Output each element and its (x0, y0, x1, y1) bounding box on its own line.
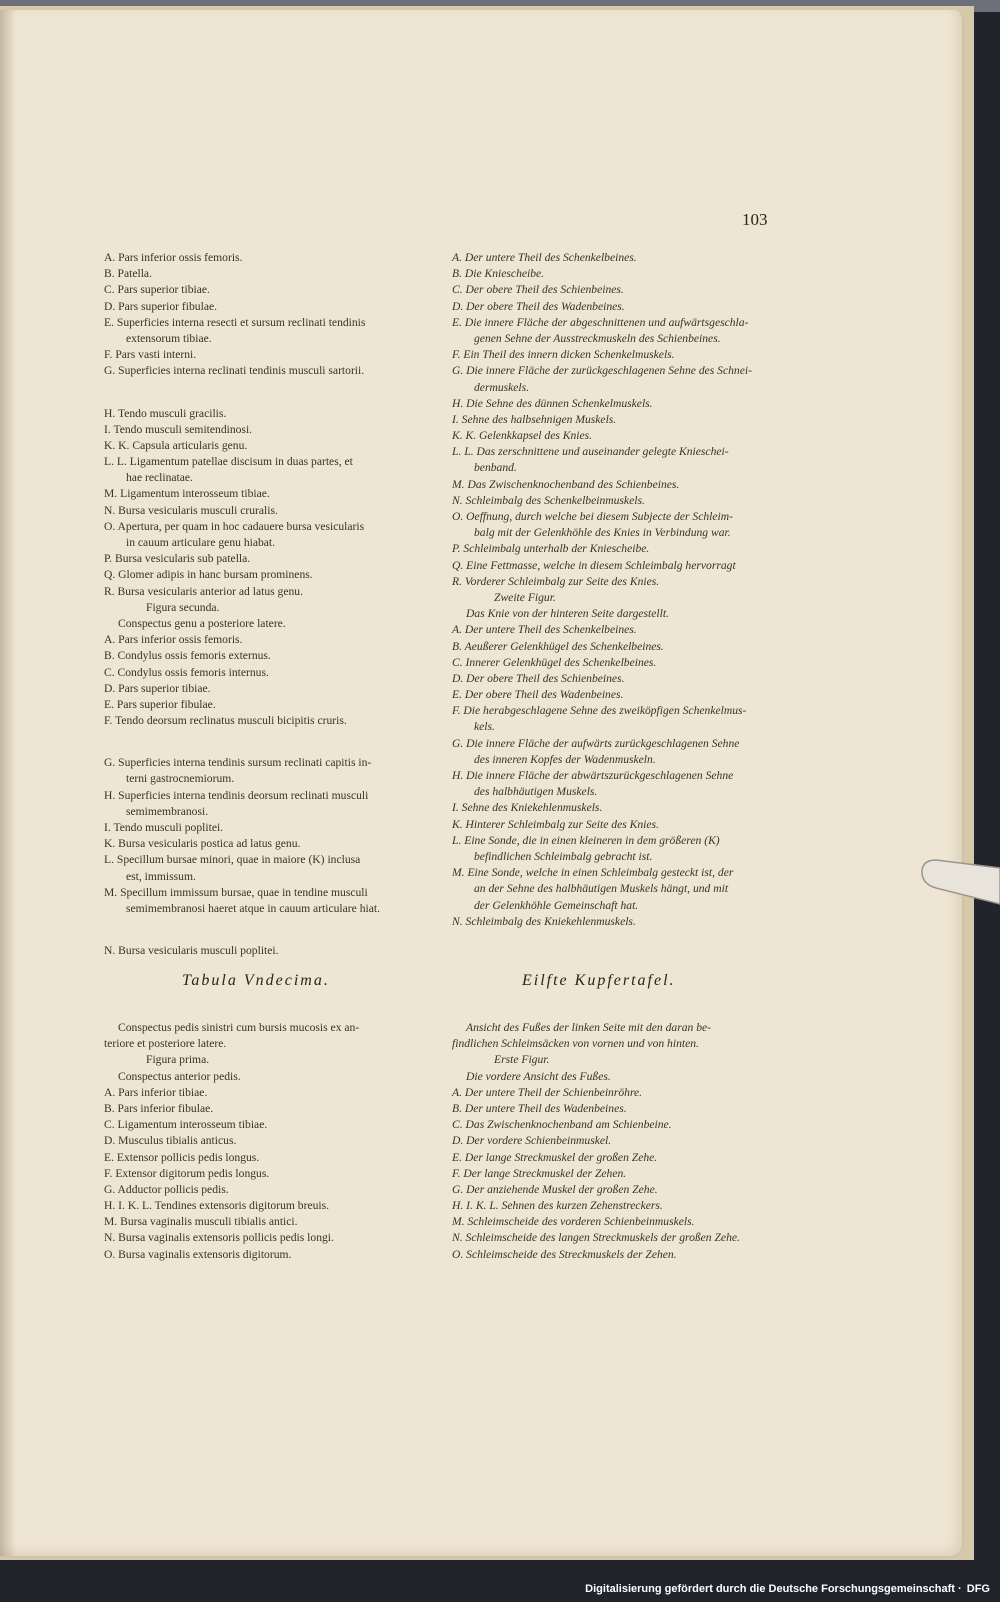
legend-line: N. Schleimbalg des Kniekehlenmuskels. (452, 914, 636, 928)
legend-line: semimembranosi. (126, 804, 209, 818)
legend-line: P. Bursa vesicularis sub patella. (104, 552, 251, 566)
legend-line: C. Das Zwischenknochenband am Schienbeine. (452, 1118, 672, 1132)
book-page (0, 10, 964, 1558)
legend-line: K. K. Capsula articularis genu. (104, 438, 248, 452)
binding-shadow (0, 10, 16, 1556)
legend-line (104, 917, 434, 943)
legend-line: D. Pars superior tibiae. (104, 681, 211, 695)
legend-line: N. Bursa vaginalis extensoris pollicis pedis longi. (104, 1231, 334, 1245)
legend-line: balg mit der Gelenkhöhle des Knies in Verbindung war. (474, 526, 731, 540)
legend-line: Figura secunda. (146, 600, 220, 614)
german-plate-heading: Eilfte Kupfertafel. (522, 972, 676, 989)
legend-line: D. Der obere Theil des Schienbeines. (452, 671, 625, 685)
german-plate-eleven-column (452, 1020, 777, 1263)
legend-line: F. Extensor digitorum pedis longus. (104, 1166, 270, 1180)
legend-line: I. Tendo musculi poplitei. (104, 821, 224, 834)
legend-line: Q. Eine Fettmasse, welche in diesem Schleimbalg hervorragt (452, 558, 736, 572)
legend-line: R. Bursa vesicularis anterior ad latus genu. (104, 584, 303, 598)
legend-line: benband. (474, 461, 517, 475)
legend-line: F. Die herabgeschlagene Sehne des zweiköpfigen Schenkelmus- (452, 704, 747, 718)
legend-line: B. Pars inferior fibulae. (104, 1101, 214, 1115)
legend-line: Das Knie von der hinteren Seite dargestellt. (466, 607, 669, 621)
legend-line: Conspectus pedis sinistri cum bursis mucosis ex an- (118, 1021, 360, 1034)
legend-line: Conspectus genu a posteriore latere. (118, 616, 286, 630)
legend-line: E. Pars superior fibulae. (104, 697, 216, 711)
legend-line: B. Die Kniescheibe. (452, 267, 545, 281)
legend-line: A. Pars inferior ossis femoris. (104, 633, 243, 647)
legend-line: D. Der obere Theil des Wadenbeines. (452, 299, 625, 313)
legend-line: A. Der untere Theil des Schenkelbeines. (452, 251, 637, 264)
legend-line: genen Sehne der Ausstreckmuskeln des Schienbeines. (474, 331, 721, 345)
legend-line: H. Superficies interna tendinis deorsum reclinati musculi (104, 788, 369, 802)
legend-line: C. Innerer Gelenkhügel des Schenkelbeines. (452, 655, 657, 669)
legend-line: B. Aeußerer Gelenkhügel des Schenkelbeines. (452, 639, 664, 653)
legend-line: I. Tendo musculi semitendinosi. (104, 422, 253, 436)
legend-line: M. Bursa vaginalis musculi tibialis antici. (104, 1215, 298, 1229)
legend-line: C. Der obere Theil des Schienbeines. (452, 283, 624, 297)
legend-line: E. Superficies interna resecti et sursum reclinati tendinis (104, 315, 366, 329)
legend-line: hae reclinatae. (126, 471, 193, 485)
latin-plate-heading: Tabula Vndecima. (182, 972, 330, 989)
legend-line: A. Pars inferior tibiae. (104, 1085, 208, 1099)
legend-line: kels. (474, 720, 495, 734)
legend-line: G. Superficies interna tendinis sursum reclinati capitis in- (104, 756, 372, 770)
legend-line: H. I. K. L. Sehnen des kurzen Zehenstreckers. (452, 1199, 663, 1213)
legend-line: des halbhäutigen Muskels. (474, 785, 598, 799)
legend-line: R. Vorderer Schleimbalg zur Seite des Knies. (452, 574, 660, 588)
legend-line: der Gelenkhöhle Gemeinschaft hat. (474, 898, 639, 912)
legend-line: L. L. Ligamentum patellae discisum in duas partes, et (104, 455, 353, 469)
legend-line: I. Sehne des halbsehnigen Muskels. (452, 412, 617, 426)
legend-line: A. Pars inferior ossis femoris. (104, 251, 243, 264)
legend-line: des inneren Kopfes der Wadenmuskeln. (474, 752, 656, 766)
legend-line: O. Bursa vaginalis extensoris digitorum. (104, 1247, 292, 1261)
legend-line: D. Der vordere Schienbeinmuskel. (452, 1134, 612, 1148)
legend-line: semimembranosi haeret atque in cauum articulare hiat. (126, 901, 380, 915)
legend-line: A. Der untere Theil des Schenkelbeines. (452, 623, 637, 637)
legend-line: Ansicht des Fußes der linken Seite mit den daran be- (466, 1021, 712, 1034)
legend-line: E. Der obere Theil des Wadenbeines. (452, 688, 624, 702)
legend-line: P. Schleimbalg unterhalb der Kniescheibe. (452, 542, 650, 556)
legend-line: E. Die innere Fläche der abgeschnittenen und aufwärtsgeschla- (452, 315, 749, 329)
legend-line: L. Specillum bursae minori, quae in maiore (K) inclusa (104, 853, 361, 867)
legend-line: B. Condylus ossis femoris externus. (104, 649, 271, 663)
legend-line: O. Oeffnung, durch welche bei diesem Subjecte der Schleim- (452, 510, 733, 523)
legend-line: E. Extensor pollicis pedis longus. (104, 1150, 260, 1164)
legend-line: C. Condylus ossis femoris internus. (104, 665, 269, 679)
legend-line: F. Der lange Streckmuskel der Zehen. (452, 1166, 627, 1180)
legend-line: L. L. Das zerschnittene und auseinander gelegte Knieschei- (452, 445, 729, 459)
legend-line: an der Sehne des halbhäutigen Muskels hängt, und mit (474, 882, 729, 896)
legend-line: extensorum tibiae. (126, 331, 212, 345)
legend-line: F. Pars vasti interni. (104, 348, 197, 362)
legend-line: Figura prima. (146, 1053, 210, 1067)
footer-credit-text: Digitalisierung gefördert durch die Deutsche Forschungsgemeinschaft (585, 1583, 955, 1595)
dfg-logo: DFG (966, 1583, 990, 1595)
legend-line: befindlichen Schleimbalg gebracht ist. (474, 849, 653, 863)
legend-line: F. Tendo deorsum reclinatus musculi bicipitis cruris. (104, 714, 347, 728)
legend-line: dermuskels. (474, 380, 530, 394)
legend-line: F. Ein Theil des innern dicken Schenkelmuskels. (452, 348, 675, 362)
legend-line: O. Apertura, per quam in hoc cadauere bursa vesicularis (104, 519, 365, 533)
legend-line: H. Die Sehne des dünnen Schenkelmuskels. (452, 396, 653, 410)
legend-line: A. Der untere Theil der Schienbeinröhre. (452, 1085, 643, 1099)
legend-line: G. Die innere Fläche der zurückgeschlagenen Sehne des Schnei- (452, 364, 752, 378)
legend-line: N. Schleimbalg des Schenkelbeinmuskels. (452, 493, 645, 507)
legend-line: N. Bursa vesicularis musculi poplitei. (104, 944, 279, 958)
legend-line: K. Bursa vesicularis postica ad latus genu. (104, 837, 301, 851)
latin-plate-eleven-column (104, 1020, 434, 1263)
legend-line: Erste Figur. (494, 1053, 550, 1067)
legend-line: D. Musculus tibialis anticus. (104, 1134, 237, 1148)
latin-legend-column (104, 250, 434, 959)
legend-line: G. Die innere Fläche der aufwärts zurückgeschlagenen Sehne (452, 736, 740, 750)
legend-line: Die vordere Ansicht des Fußes. (466, 1069, 611, 1083)
legend-line: K. K. Gelenkkapsel des Knies. (452, 429, 593, 443)
legend-line: M. Eine Sonde, welche in einen Schleimbalg gesteckt ist, der (452, 866, 734, 880)
legend-line: L. Eine Sonde, die in einen kleineren in dem größeren (K) (452, 833, 720, 847)
legend-line: N. Bursa vesicularis musculi cruralis. (104, 503, 278, 517)
legend-line: Conspectus anterior pedis. (118, 1069, 241, 1083)
legend-line: terni gastrocnemiorum. (126, 772, 235, 786)
page-tab-marker (918, 858, 1000, 906)
german-legend-column (452, 250, 777, 930)
legend-line: teriore et posteriore latere. (104, 1037, 227, 1051)
legend-line: H. Die innere Fläche der abwärtszurückgeschlagenen Sehne (452, 769, 734, 782)
page-number: 103 (742, 210, 768, 229)
legend-line: M. Das Zwischenknochenband des Schienbeines. (452, 477, 680, 491)
legend-line (104, 729, 434, 755)
legend-line: G. Superficies interna reclinati tendinis musculi sartorii. (104, 364, 365, 378)
legend-line: H. I. K. L. Tendines extensoris digitorum breuis. (104, 1199, 330, 1213)
legend-line: I. Sehne des Kniekehlenmuskels. (452, 801, 603, 815)
legend-line: C. Pars superior tibiae. (104, 283, 210, 297)
legend-line: E. Der lange Streckmuskel der großen Zehe. (452, 1150, 658, 1164)
legend-line: B. Patella. (104, 267, 152, 281)
legend-line: findlichen Schleimsäcken von vornen und von hinten. (452, 1037, 699, 1051)
legend-line: H. Tendo musculi gracilis. (104, 406, 227, 420)
legend-line: B. Der untere Theil des Wadenbeines. (452, 1101, 627, 1115)
legend-line: N. Schleimscheide des langen Streckmuskels der großen Zehe. (452, 1231, 740, 1245)
legend-line: D. Pars superior fibulae. (104, 299, 218, 313)
legend-line: G. Adductor pollicis pedis. (104, 1182, 229, 1196)
legend-line: Zweite Figur. (494, 590, 556, 604)
legend-line: Q. Glomer adipis in hanc bursam prominens. (104, 568, 313, 582)
legend-line: M. Specillum immissum bursae, quae in tendine musculi (104, 885, 368, 899)
legend-line: est, immissum. (126, 869, 196, 883)
legend-line: G. Der anziehende Muskel der großen Zehe. (452, 1182, 658, 1196)
legend-line: M. Schleimscheide des vorderen Schienbeinmuskels. (452, 1215, 695, 1229)
legend-line: in cauum articulare genu hiabat. (126, 536, 276, 549)
legend-line: C. Ligamentum interosseum tibiae. (104, 1118, 268, 1132)
legend-line: M. Ligamentum interosseum tibiae. (104, 487, 270, 501)
footer-credit: Digitalisierung gefördert durch die Deutsche Forschungsgemeinschaft · DFG (585, 1583, 990, 1595)
legend-line: O. Schleimscheide des Streckmuskels der Zehen. (452, 1247, 677, 1261)
legend-line: K. Hinterer Schleimbalg zur Seite des Knies. (452, 817, 659, 831)
legend-line (104, 380, 434, 406)
